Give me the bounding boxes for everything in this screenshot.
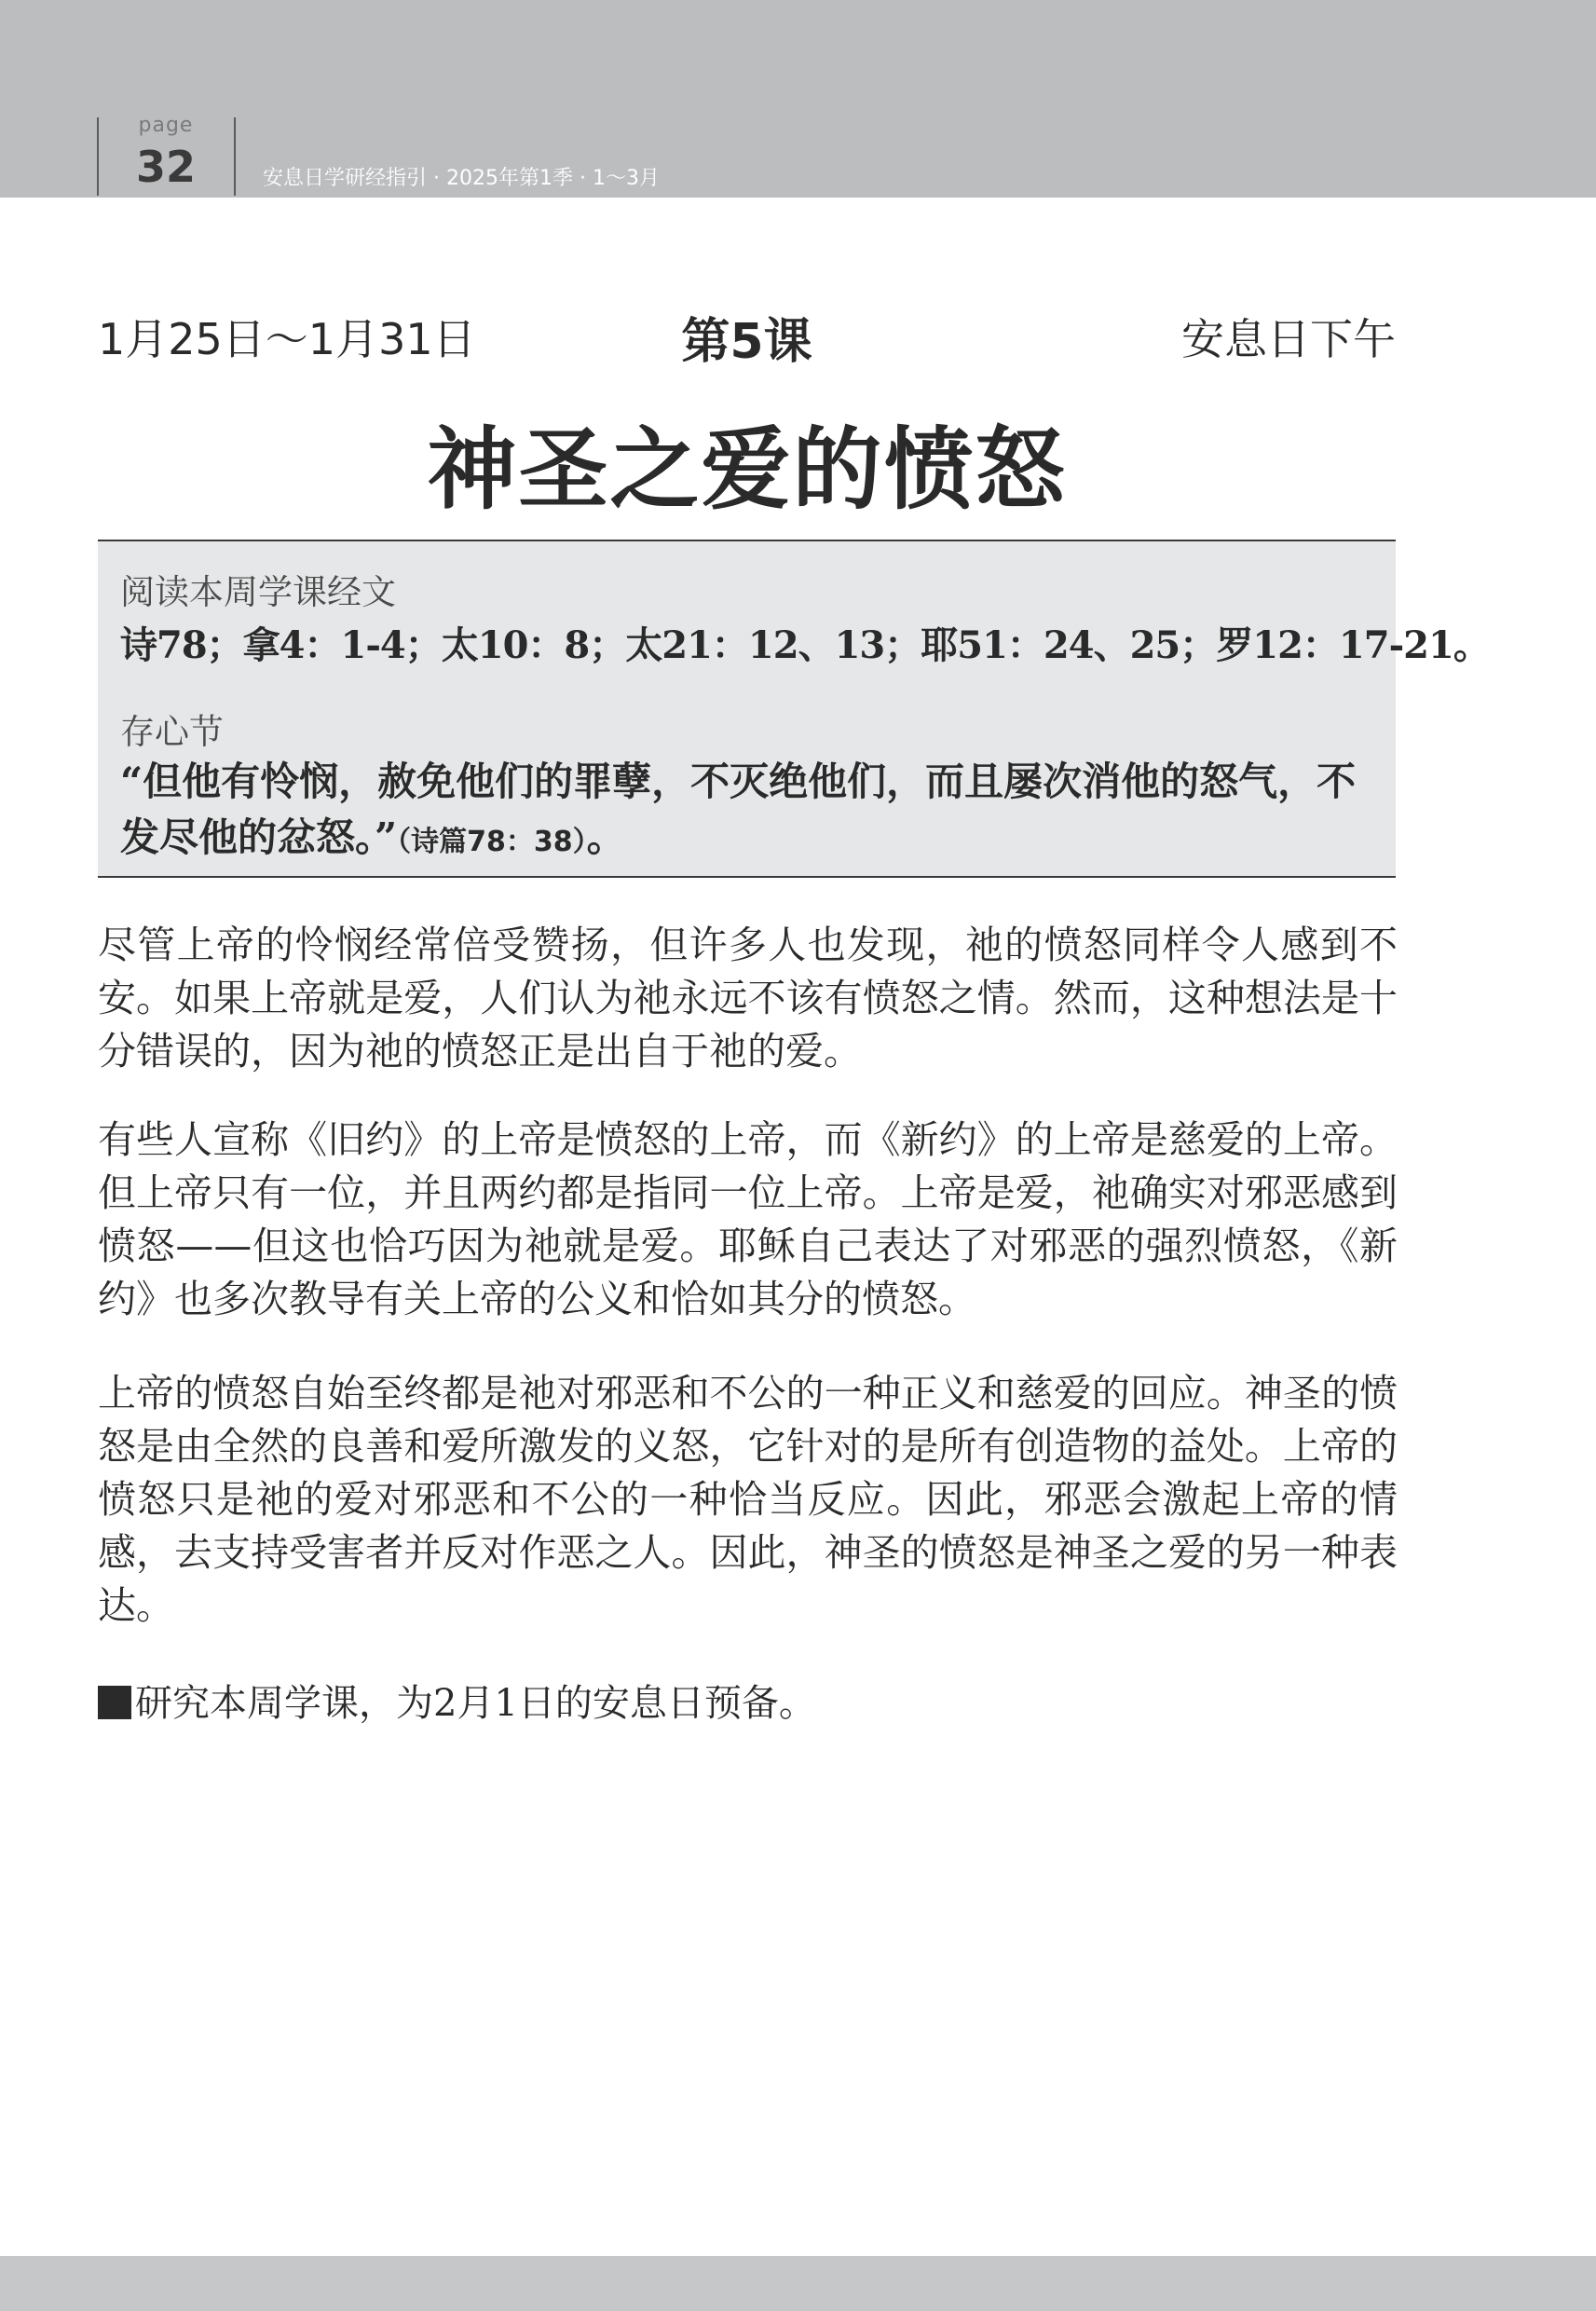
page-number-left-rule: [97, 117, 99, 196]
page-number-right-rule: [234, 117, 236, 196]
reading-references: 诗78；拿4：1-4；太10：8；太21：12、13；耶51：24、25；罗12：17-21。: [120, 623, 1490, 667]
memory-verse-citation: （诗篇78：38）: [397, 826, 587, 858]
study-note-text: 研究本周学课，为2月1日的安息日预备。: [135, 1682, 816, 1725]
memory-verse: [120, 754, 1378, 870]
memory-verse-label: 存心节: [120, 712, 224, 752]
body-paragraph: 尽管上帝的怜悯经常倍受赞扬，但许多人也发现，祂的愤怒同样令人感到不安。如果上帝就是爱，人们认为祂永远不该有愤怒之情。然而，这种想法是十分错误的，因为祂的愤怒正是出自于祂的爱。: [98, 923, 1398, 1073]
page-footer: [0, 2256, 1596, 2311]
lesson-number: 第5课: [681, 314, 812, 370]
body-paragraph: 有些人宣称《旧约》的上帝是愤怒的上帝，而《新约》的上帝是慈爱的上帝。但上帝只有一位，并且两约都是指同一位上帝。上帝是爱，祂确实对邪恶感到愤怒——但这也恰巧因为祂就是爱。耶稣自己表达了对邪恶的强烈愤怒，《新约》也多次教导有关上帝的公义和恰如其分的愤怒。: [98, 1117, 1398, 1321]
lesson-day: 安息日下午: [1181, 314, 1396, 364]
lesson-heading-row: [98, 306, 1396, 371]
page-header: [0, 0, 1596, 198]
reading-box: [98, 540, 1490, 878]
page-label: page: [138, 114, 194, 137]
study-note: [98, 1674, 816, 1727]
running-title: 安息日学研经指引 · 2025年第1季 · 1～3月: [263, 167, 660, 190]
memory-verse-end: 。: [586, 814, 626, 860]
lesson-date-range: 1月25日～1月31日: [98, 314, 476, 364]
memory-verse-text: “但他有怜悯，赦免他们的罪孽，不灭绝他们，而且屡次消他的怒气，不发尽他的忿怒。”: [120, 759, 1357, 860]
reading-label: 阅读本周学课经文: [120, 572, 396, 612]
lesson-title: 神圣之爱的愤怒: [427, 417, 1067, 522]
body-paragraph: 上帝的愤怒自始至终都是祂对邪恶和不公的一种正义和慈爱的回应。神圣的愤怒是由全然的良善和爱所激发的义怒，它针对的是所有创造物的益处。上帝的愤怒只是祂的爱对邪恶和不公的一种恰当反应。因此，邪恶会激起上帝的情感，去支持受害者并反对作恶之人。因此，神圣的愤怒是神圣之爱的另一种表达。: [98, 1371, 1398, 1628]
page-number: 32: [135, 142, 196, 192]
square-bullet-icon: [98, 1686, 131, 1719]
